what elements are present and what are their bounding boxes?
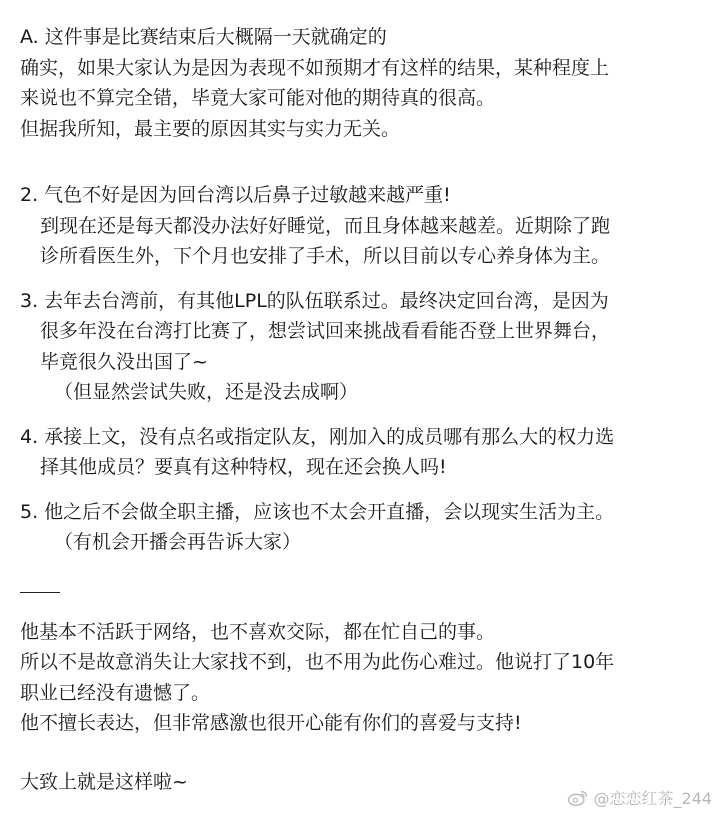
text-line: 4. 承接上文，没有点名或指定队友，刚加入的成员哪有那么大的权力选 [20,425,615,448]
paragraph-6 [20,617,708,739]
text-line: 所以不是故意消失让大家找不到，也不用为此伤心难过。他说打了10年 [20,651,615,673]
text-line: A. 这件事是比赛结束后大概隔一天就确定的 [20,26,387,48]
paragraph-gap [20,483,708,497]
paragraph-gap [20,408,708,422]
text-line: 择其他成员？要真有这种特权，现在还会换人吗! [40,456,447,478]
text-line: 诊所看医生外，下个月也安排了手术，所以目前以专心养身体为主。 [40,245,611,267]
text-line: 他不擅长表达，但非常感激也很开心能有你们的喜爱与支持! [20,712,522,734]
paragraph-4 [20,422,708,483]
watermark [567,786,712,809]
section-divider [20,592,60,593]
text-line: （但显然尝试失败，还是没去成啊） [54,381,359,403]
text-line: 但据我所知，最主要的原因其实与实力无关。 [20,117,401,140]
text-line: （有机会开播会再告诉大家） [54,531,302,553]
text-line: 5. 他之后不会做全职主播，应该也不太会开直播，会以现实生活为主。 [20,500,615,523]
text-line: 3. 去年去台湾前，有其他LPL的队伍联系过。最终决定回台湾，是因为 [20,289,609,312]
paragraph-5 [20,497,708,558]
text-line: 毕竟很久没出国了~ [40,350,208,373]
text-line: 职业已经没有遗憾了。 [20,681,211,704]
text-line: 来说也不算完全错，毕竟大家可能对他的期待真的很高。 [20,87,496,109]
paragraph-2 [20,180,708,272]
paragraph-gap [20,272,708,286]
text-line: 他基本不活跃于网络，也不喜欢交际，都在忙自己的事。 [20,620,496,643]
closing-line: 大致上就是这样啦~ [20,770,188,793]
text-line: 确实，如果大家认为是因为表现不如预期才有这样的结果，某种程度上 [20,56,610,79]
text-line: 到现在还是每天都没办法好好睡觉，而且身体越来越差。近期除了跑 [40,214,611,237]
paragraph-gap [20,144,708,180]
paragraph-3 [20,286,708,408]
text-line: 2. 气色不好是因为回台湾以后鼻子过敏越来越严重! [20,184,451,206]
watermark-handle: @恋恋红茶_244 [593,789,712,808]
text-line: 很多年没在台湾打比赛了，想尝试回来挑战看看能否登上世界舞台， [40,320,611,342]
paragraph-1 [20,22,708,144]
document-body [20,22,708,797]
weibo-logo-icon [567,789,589,807]
paragraph-gap [20,739,708,767]
